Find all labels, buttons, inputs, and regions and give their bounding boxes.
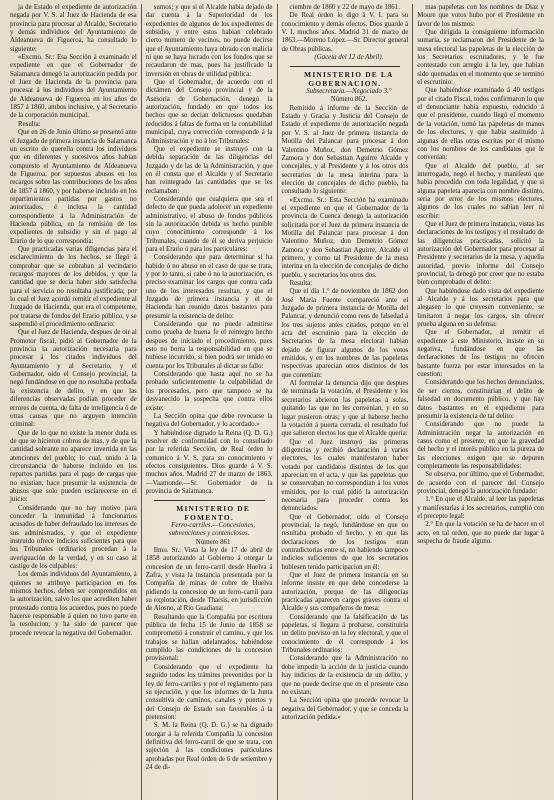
paragraph: Considerando que la Administración no debe impedir la acción de la justicia cuando hay indicios de la existencia de un delito, y que no puede decirse que en el presente caso no existan; [281, 655, 409, 696]
paragraph: Que habiéndose dado vista del expediente al Alcalde y á los secretarios para que alegasen lo que creyesen conveniente, se limitaron á negar los cargos, sin ofrecer prueba alguna en su defensa: [417, 287, 544, 329]
paragraph: S. M. la Reina (Q. D. G.) se ha dignado otorgar á la referida Compañía la concesion definitiva del ferro-carril de que se trata, con sujeción á las condiciones particulares aprobadas por Real órden de 6 de setiembre y 24 de di- [145, 722, 273, 771]
paragraph: sumos; y que si el Alcalde habia dejado de dar cuenta á la Superioridad de los expedientes de algunos de los expedientes de subsidio, y entre estos habian celebrado cierto numero de vecinos, no puede decirse que el Ayuntamiento haya obrado con malicia ni que se haya lucrado con los fondos que se recaudaron de mas, pues ha justificado la inversión en obras de utilidad pública: [145, 4, 273, 78]
section-rule [290, 66, 401, 67]
paragraph: Que el Juez de primera instancia, vistas las declaraciones de los testigos y el resultado de las diligencias practicadas, solicitó la autorización del Gobernador para procesar al Presidente y secretarios de la mesa, y aquella autoridad, previo informe del Consejo provincial, la denegó por creer que no estaba bien comprobado el delito: [417, 220, 544, 287]
paragraph: Al formular la denuncia dijo que despues de terminada la votación, el Presidente y los secretarios abrieron las papeletas á solas, quitando las que no les convenian, y en su lugar pusieron otras; y que al haberse hecho la votación á puerta cerrada, el resultado fué que salieron electos los que el Alcalde queria: [281, 380, 409, 438]
paragraph: Remitido á informe de la Sección de Estado y Gracia y Justicia del Consejo de Estado el expediente de autorización negada por V. S. al Juez de primera instancia de Motilla del Palancar para procesar á don Valentino Muñoz, don Demetrio Gómez Zamora y don Sebastian Aguirre Alcalde y concejales, y al Presidente y á los otros dos secretarios de la mesa interina para la elección de concejales de dicho pueblo, ha consultado lo siguiente: [281, 104, 409, 196]
section-subheading: Ferro-carriles.—Concesiones, subvenciones y contenciosos. [168, 521, 256, 538]
section-heading: MINISTERIO DE FOMENTO. [176, 504, 250, 522]
paragraph: Que en 26 de Junio último se presentó ante el Juzgado de primera instancia de Salamanca un escrito de querella contra los individuos que en diferentes y sucesivos años habian compuesto el Ayuntamiento de Aldeanueva de Figueroa, por supuestos abusos en los recargos sobre las contribuciones de los años de 1857 á 1860, y por haberse incluido en los repartimientos partidas por gastos no autorizados, é inclusa la cantidad correspondiente á la Administración de Hacienda pública, en la remisión de los expedientes de subsidio y sin el pago al Erario de lo que correspondia: [10, 129, 137, 245]
section-heading: MINISTERIO DE LA GOBERNACION. [304, 70, 394, 88]
paragraph: Que el Alcalde del pueblo, al ser interrogado, negó el hecho, y manifestó que habia procedido con toda legalidad, y que si alguna papeleta aparecia con nombre distinto, seria por error de los mismos electores, algunos de los cuales no sabian leer ni escribir: [417, 162, 544, 220]
column-1 [6, 4, 141, 800]
paragraph: Considerando que cualquiera que sea el defecto de que pueda adolecer un expediente administrativo, el abuso de fondos públicos sin la autorización debida es hecho punible cuyo conocimiento corresponde á los Tribunales, cuando de él se deriva perjuicio para el Erario ó para los particulares: [145, 195, 273, 253]
paragraph: Considerando que no puede admitirse como prueba de buena fe el reintegro hecho despues de iniciado el procedimiento, pues esto no borra la responsabilidad en que se hubiese incurrido, si bien podrá ser tenido en cuenta por los Tribunales al dictar su fallo: [145, 321, 273, 370]
paragraph: «Excmo. Sr.: Esa Sección á examinado el expediente en que el Gobernador de Salamanca denegó la autorización pedida por el Juez de Hacienda de la provincia para procesar á los individuos del Ayuntamiento de Aldeanueva de Figueroa en los años de 1857 á 1860, ambos inclusive, y al Secretario de la corporación municipal. [10, 54, 137, 120]
paragraph: ja de Estado el expediente de autorización negada por V. S. al Juez de Hacienda de esa provincia para procesar al Alcalde, Secretario y demás individuos del Ayuntamiento de Aldeanueva de Figueroa, ha consultado lo siguiente: [10, 4, 137, 53]
paragraph: Resulta: [289, 280, 313, 287]
gazette-dateline: (Gaceta del 12 de Abril). [314, 54, 384, 62]
column-4 [412, 4, 548, 800]
paragraph: Y habiéndose dignado la Reina (Q. D. G.) resolver de conformidad con lo consultado por la referida Sección, de Real órden lo comunico á V. S. para su conocimiento y efectos consiguientes. Dios guarde á V. S. muchos años. Madrid 27 de marzo de 1863.—Vaamonde.—Sr. Gobernador de la provincia de Salamanca. [145, 429, 273, 495]
paragraph: Considerando que no hay motivo para conceder la inmunidad á funcionarios acusados de haber defraudado los intereses de sus administrados, y que el expediente instruido ofrece indicios suficientes para que los Tribunales ordinarios procedan á la averiguación de la verdad, y en su caso al castigo de los culpables: [10, 504, 137, 571]
column-2 [141, 4, 277, 800]
section-number: Número 861 [195, 538, 231, 546]
paragraph: Considerando que el expediente ha seguido todos los trámites prevenidos por la ley de ferro-carriles y por el reglamento para su ejecución, y que los informes de la Junta consultiva de caminos, canales y puertos y del Consejo de Estado son favorables á la pretension: [145, 663, 273, 721]
paragraph: Que habiéndose examinado á 40 testigos por el citado Fiscal, todos confirmaron lo que el denunciante habia expuesto, reducido á que el presidente, cuando llegó el momento de la votación, tomó las papeletas de manos de los electores, y que habia sustituido á algunas de ellas otras escritas por él mismo con los nombres de los candidatos que le convenian: [417, 87, 544, 162]
section-rule [154, 500, 265, 501]
paragraph: Que practicadas varias diligencias para el esclarecimiento de los hechos, se llegó á comprobar que se cobraban al vecindario recargos mayores de los debidos, y que la cantidad que se decia haber sido satisfecha para el servicio no resultaba justificada; por lo cual el Juez acordó remitir el expediente al Juzgado de Hacienda, que era el competente, por tratarse de fondos del Erario público, y se suspendió el procedimiento ordinario: [10, 245, 137, 329]
paragraph: Que el expediente se instruyó con la debida separación de las diligencias del Juzgado y de las de la Administración, y que en él consta que el Alcalde y el Secretario han reintegrado las cantidades que se les reclamaban: [145, 145, 273, 195]
section-number: Número 862. [330, 96, 368, 104]
paragraph: La Sección opina que debe revocarse la negativa del Gobernador, y lo acordado.» [145, 412, 273, 429]
paragraph: Considerando que no puede la Administración negar la autorización en casos como el presente, en que la gravedad del hecho y el interés público en la pureza de las elecciones exigen que se depuren completamente las responsabilidades: [417, 421, 544, 470]
paragraph: Que el Gobernador, al remitir el expediente á este Ministerio, insiste en su negativa, fundándose en que las declaraciones de los testigos no ofrecen bastante fuerza por estar interesados en la cuestion: [417, 329, 544, 379]
paragraph: Que el Juez instruyó las primeras diligencias y recibió declaración á varios electores, los cuales manifestaron haber votado por candidatos distintos de los que aparecian en el acta, y que las papeletas que se conservaban no correspondian á los votos emitidos, por lo cual pidió la autorización necesaria para proceder contra los denunciados: [281, 438, 409, 513]
paragraph: 1.° En que el Alcalde, al leer las papeletas y manifestarlas á los secretarios, cumplió con el precepto legal: [417, 496, 544, 520]
paragraph: Que de lo que no existe la menor duda es de que se hicieron cobros de mas, y de que la cantidad sobrante no aparece invertida en las atenciones del pueblo; lo cual, unido á la circunstancia de haberse incluido en los repartos partidas para el pago de cargas que no existian, hace presumir la existencia de abusos que solo pueden esclarecerse en el juicio: [10, 429, 137, 504]
paragraph: Que el Juez de Hacienda, despues de oir al Promotor fiscal, pidió al Gobernador de la provincia la autorización necesaria para procesar á los citados individuos del Ayuntamiento y al Secretario, y el Gobernador, oido el Consejo provincial, la negó fundándose en que no resultaba probada la existencia de delito, y en que las diferencias observadas podian proceder de errores de cuenta, de falta de inteligencia ó de otras causas que no arguyen intención criminal: [10, 329, 137, 429]
paragraph: Que dirigida la consiguiente información sumaria, se reclamaron del Presidente de la mesa electoral las papeletas de la elección de los Secretarios escrutadores, y le fue contestado con arreglo á la ley, que habian sido quemadas en el momento que se terminó el escrutinio: [417, 29, 544, 87]
paragraph: De Real órden lo digo á V. I. para su conocimiento y demás efectos. Dios guarde á V. I. muchos años. Madrid 31 de marzo de 1863.—Moreno López.—Sr. Director general de Obras públicas. [281, 12, 409, 53]
paragraph: Que el Gobernador, de acuerdo con el dictámen del Consejo provincial y de la Asesoría de Gobernación, denegó la autorización, fundado en que todos los hechos que se decian delictuosos quedaban reducidos á faltas de forma en la contabilidad municipal, cuya corrección corresponde á la Administración y no á los Tribunales: [145, 79, 273, 145]
column-3 [277, 4, 413, 800]
paragraph: Que el día 1.° de noviembre de 1862 don José María Fuente compareció ante el Juzgado de primera instancia de Motilla del Palancar, y denunció como reos de falsedad á los tres sujetos antes citados, porque en el acta del escrutinio para la elección de Secretarios de la mesa electoral habian dejado de figurar algunos de los votos emitidos, y en los nombres de las papeletas respectivas aparecian otros distintos de los que contenían: [281, 288, 409, 379]
paragraph: Ilmo. Sr.: Vista la ley de 17 de abril de 1858 autorizando al Gobierno á otorgar la concesion de un ferro-carril desde Huelva á Zafra, y vista la instancia presentada por la Compañía de minas de cobre de Huelva pidiendo la concesion de un ferro-carril para su explotación, desde Tharsis, en jurisdicción de Alosno, al Río Guadiana: [145, 547, 273, 613]
paragraph: Que el Juez de primera instancia en su informe insiste en que debe concederse la autorización, porque de las diligencias practicadas aparecen cargos graves contra el Alcalde y sus compañeros de mesa: [281, 572, 409, 613]
section-subheading: Subsecretaria.—Negociado 3.° [306, 88, 392, 96]
paragraph: Los demás individuos del Ayuntamiento, á quienes se atribuye participacion en los mismos hechos, deben ser comprendidos en la autorización, salvo los que acrediten haber protestado contra los acuerdos, pues no puede hacerse responsable á quien no tuvo parte en la resolucion; y ha sido de parecer que procede revocar la negativa del Gobernador. [10, 571, 137, 637]
paragraph: Considerando que los hechos denunciados, de ser ciertos, constituirian el delito de falsedad en documento público, y que hay datos bastantes en el expediente para presumir la existencia de tal delito: [417, 379, 544, 420]
paragraph: Considerando que la falsificación de las papeletas, si llegara á probarse, constituiría un delito previsto en la ley electoral, y que el conocimiento de él corresponde á los Tribunales ordinarios: [281, 613, 409, 655]
paragraph: Resulta: [18, 120, 41, 128]
paragraph: Se observa, por último, que el Gobernador, de acuerdo con el parecer del Consejo provincial, denegó la autorización fundado: [417, 471, 544, 495]
paragraph: Resultando que la Compañía por escritura pública de fecha 15 de Junio de 1858 se comprometió á construir el camino, y que los trabajos se hallan adelantados, habiéndose cumplido las condiciones de la concesion provisional: [145, 613, 273, 663]
paragraph: 2.° En que la votación se ha de hacer en el acto, en tal orden, que no puede dar lugar á sospecha de fraude alguno. [417, 521, 544, 545]
paragraph: «Excmo. Sr.: Esta Sección ha examinado el expediente en que el Gobernador de la provincia de Cuenca denegó la autorización solicitada por el Juez de primera instancia de Motilla del Palancar para procesar á don Valentino Muñoz, don Demetrio Gómez Zamora y don Sebastian Aguirre, Alcalde el primero, y como tal Presidente de la mesa interina en la elección de concejales de dicho pueblo, y secretarios los otros dos. [281, 196, 409, 279]
paragraph: Considerando que hasta aquí no se ha probado suficientemente la culpabilidad de los procesados, pero que tampoco se ha desvanecido la sospecha que contra ellos existe; [145, 371, 273, 412]
paragraph: mas papeletas con los nombres de Diaz y Moure que votos hubo por el Presidente en favor de los mismos: [417, 4, 544, 28]
paragraph: ciembre de 1860 y 22 de mayo de 1861. [289, 4, 400, 11]
paragraph: La Sección opina que procede revocar la negativa del Gobernador, y que se conceda la autorización pedida.» [281, 697, 409, 721]
paragraph: Que el Gobernador, oido el Consejo provincial, la negó, fundándose en que no resultaba probado el hecho, y en que las declaraciones de los testigos eran contradictorias entre sí, no habiendo tampoco indicios suficientes de que los secretarios hubiesen tenido participacion en él: [281, 513, 409, 571]
paragraph: Considerando que para determinar si ha habido ó no abuso en el caso de que se trata, y por lo tanto, si cabe ó no la autorización, es preciso examinar los cargos que contra cada uno de los interesados resultan, y que el Juzgado de primera instancia y el de Hacienda han reunido datos bastantes para presumir la existencia de delito: [145, 254, 273, 320]
text-columns [6, 4, 548, 800]
